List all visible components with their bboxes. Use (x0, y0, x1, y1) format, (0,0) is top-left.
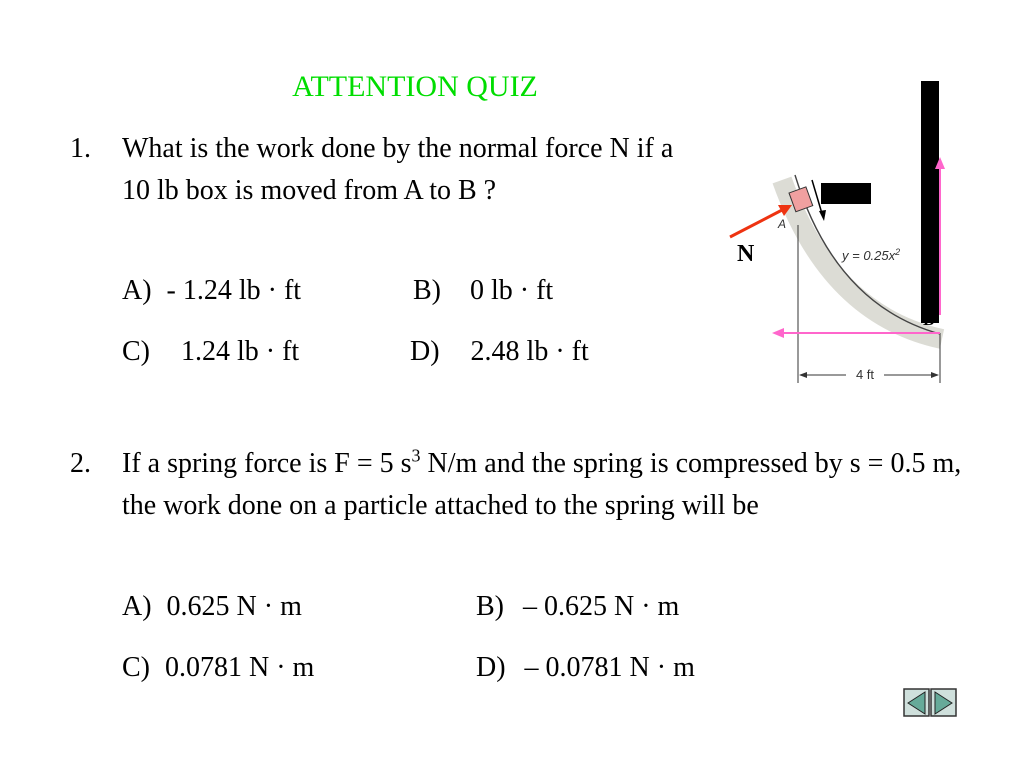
nav-buttons (903, 688, 957, 718)
point-a-label: A (778, 217, 787, 231)
option-value: 1.24 lb · ft (181, 336, 300, 367)
option-label: D) (410, 336, 440, 367)
q1-option-d[interactable] (410, 336, 589, 368)
q2-option-b[interactable] (476, 591, 679, 623)
dimension-label: 4 ft (855, 367, 875, 382)
curve-equation: $y = 0.25x^2$ (842, 247, 901, 263)
option-label: B) (413, 275, 441, 306)
option-label: A) (122, 275, 152, 306)
question-1-number: 1. (70, 133, 91, 164)
option-value: 0.625 N · m (166, 591, 302, 622)
q1-option-a[interactable] (122, 275, 301, 307)
prev-button[interactable] (904, 689, 929, 716)
option-value: 0 lb · ft (470, 275, 554, 306)
q2-option-a[interactable] (122, 591, 302, 623)
option-label: A) (122, 591, 152, 622)
question-1-text: What is the work done by the normal force N if a 10 lb box is moved from A to B ? (122, 133, 674, 206)
q2-option-d[interactable] (476, 652, 695, 684)
option-label: D) (476, 652, 506, 683)
ramp-diagram (720, 75, 960, 390)
q1-option-b[interactable] (413, 275, 553, 307)
quiz-title: ATTENTION QUIZ (292, 70, 538, 103)
point-b-label: B (923, 310, 935, 329)
black-box (821, 183, 871, 204)
next-button[interactable] (931, 689, 956, 716)
question-2-text: If a spring force is F = 5 $s^3$ N/m and the spring is compressed by s = 0.5 m, the work done on a particle attached to the spring will be (122, 445, 962, 521)
option-label: B) (476, 591, 504, 622)
dim-arrowhead-right (931, 372, 939, 378)
question-2-number: 2. (70, 448, 91, 479)
force-label: N (737, 241, 755, 267)
option-value: - 1.24 lb · ft (166, 275, 302, 306)
q2-option-c[interactable] (122, 652, 314, 684)
option-label: C) (122, 336, 150, 367)
option-value: – 0.0781 N · m (524, 652, 695, 683)
option-value: 0.0781 N · m (165, 652, 315, 683)
dim-arrowhead-left (799, 372, 807, 378)
black-bar (921, 81, 939, 323)
option-value: 2.48 lb · ft (470, 336, 589, 367)
motion-arrowhead (819, 210, 826, 221)
option-label: C) (122, 652, 150, 683)
normal-force-arrow (730, 209, 787, 237)
q1-option-c[interactable] (122, 336, 299, 368)
option-value: – 0.625 N · m (523, 591, 680, 622)
pink-arrowhead-left (772, 328, 784, 338)
